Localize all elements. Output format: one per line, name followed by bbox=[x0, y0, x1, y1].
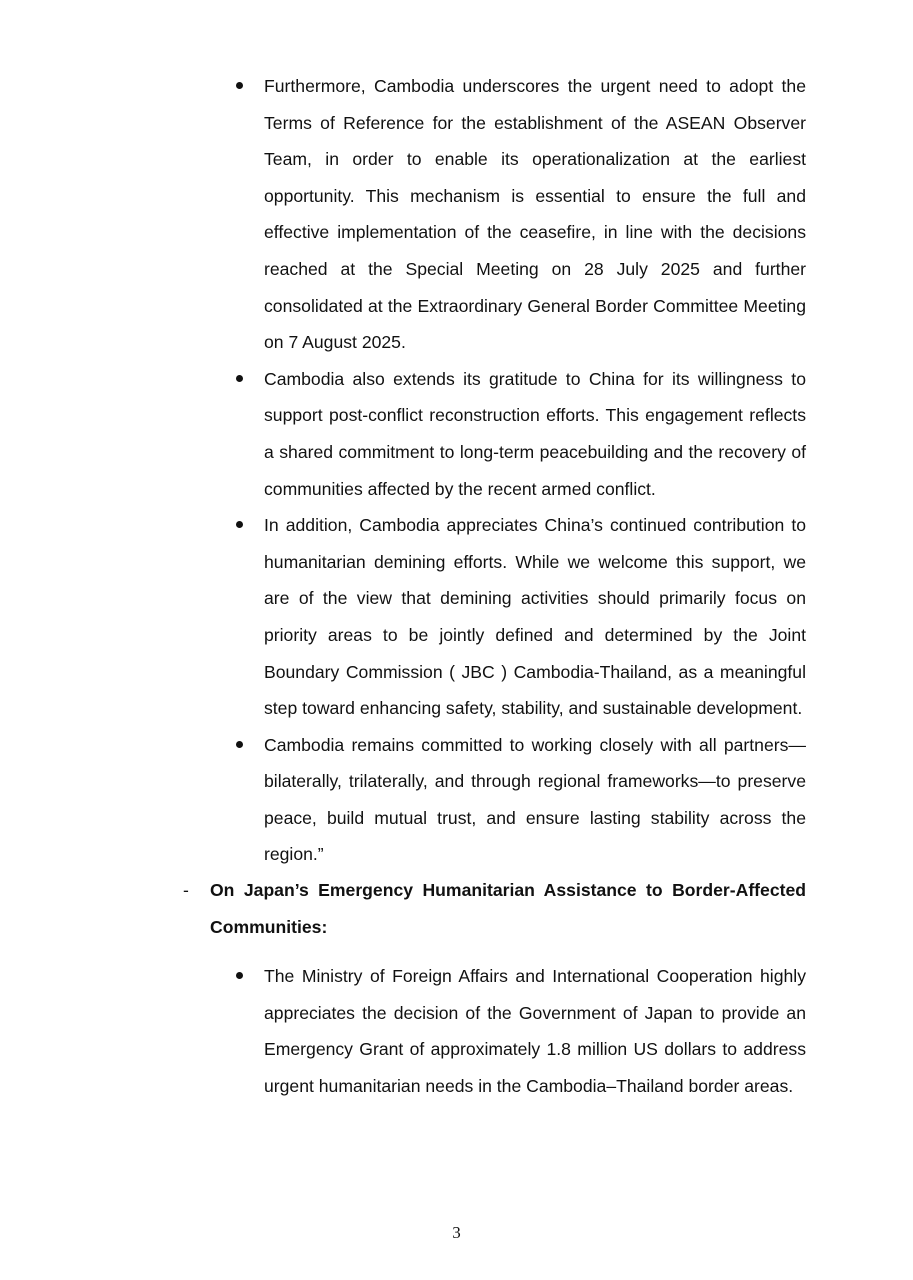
bullet-text: Cambodia remains committed to working closely with all partners—bilaterally, trilaterally, and through regional frameworks—to preserve peace, build mutual trust, and ensure lasting stability across the region.” bbox=[264, 734, 806, 865]
bullet-text: In addition, Cambodia appreciates China’s continued contribution to humanitarian demining efforts. While we welcome this support, we are of the view that demining activities should primarily focus on priority areas to be jointly defined and determined by the Joint Boundary Commission ( JBC ) Cambodia-Thailand, as a meaningful step toward enhancing safety, stability, and sustainable development. bbox=[264, 515, 806, 719]
list-item bbox=[0, 68, 913, 361]
list-item bbox=[0, 727, 913, 873]
list-item bbox=[0, 507, 913, 727]
bullet-icon bbox=[236, 521, 243, 528]
bullet-text: Furthermore, Cambodia underscores the urgent need to adopt the Terms of Reference for the establishment of the ASEAN Observer Team, in order to enable its operationalization at the earliest opportunity. This mechanism is essential to ensure the full and effective implementation of the ceasefire, in line with the decisions reached at the Special Meeting on 28 July 2025 and further consolidated at the Extraordinary General Border Committee Meeting on 7 August 2025. bbox=[264, 76, 806, 353]
bullet-icon bbox=[236, 741, 243, 748]
dash-marker: - bbox=[183, 880, 189, 900]
page-number: 3 bbox=[452, 1223, 461, 1242]
list-item bbox=[0, 361, 913, 507]
japan-bullet-list bbox=[0, 958, 913, 1104]
bullet-icon bbox=[236, 972, 243, 979]
bullet-icon bbox=[236, 82, 243, 89]
list-item bbox=[0, 958, 913, 1104]
china-bullet-list bbox=[0, 68, 913, 873]
bullet-text: Cambodia also extends its gratitude to China for its willingness to support post-conflict reconstruction efforts. This engagement reflects a shared commitment to long-term peacebuilding and the recovery of communities affected by the recent armed conflict. bbox=[264, 368, 806, 499]
section-heading-japan bbox=[0, 872, 913, 945]
bullet-icon bbox=[236, 375, 243, 382]
section-heading-text: On Japan’s Emergency Humanitarian Assistance to Border-Affected Communities: bbox=[210, 880, 806, 937]
bullet-text: The Ministry of Foreign Affairs and International Cooperation highly appreciates the decision of the Government of Japan to provide an Emergency Grant of approximately 1.8 million US dollars to address urgent humanitarian needs in the Cambodia–Thailand border areas. bbox=[264, 966, 806, 1096]
